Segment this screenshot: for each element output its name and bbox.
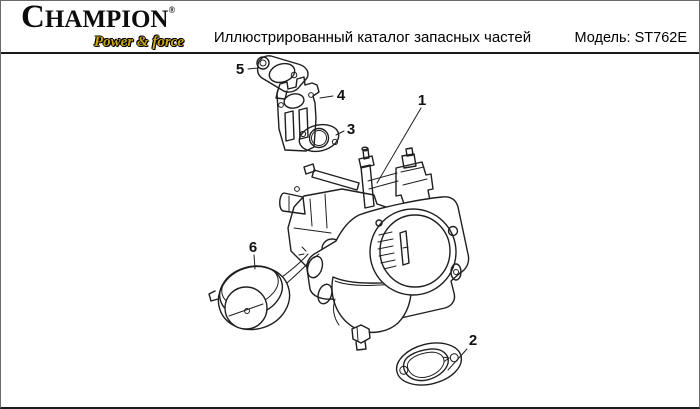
callout-6: 6 bbox=[248, 239, 258, 256]
drain-bolt bbox=[352, 325, 370, 343]
brand-tagline: Power & force bbox=[94, 34, 184, 50]
leader-line-5 bbox=[248, 68, 258, 69]
brand-word: CHAMPION bbox=[21, 0, 169, 35]
parts-diagram bbox=[1, 1, 700, 409]
callout-2: 2 bbox=[468, 332, 478, 349]
callout-5: 5 bbox=[235, 61, 245, 78]
callout-1: 1 bbox=[417, 92, 427, 109]
throttle-bore bbox=[370, 209, 456, 295]
callout-4: 4 bbox=[336, 87, 346, 104]
page-title: Иллюстрированный каталог запасных частей bbox=[213, 29, 532, 46]
leader-line-4 bbox=[320, 96, 333, 98]
leader-line-1 bbox=[377, 108, 421, 183]
registered-trademark-icon: ® bbox=[168, 5, 176, 15]
callout-3: 3 bbox=[346, 121, 356, 138]
model-label: Модель: ST762E bbox=[574, 30, 687, 46]
part-1-carburetor-flange bbox=[305, 197, 469, 350]
part-2-flange-gasket bbox=[392, 337, 466, 392]
part-6-primer-bulb bbox=[209, 247, 319, 339]
